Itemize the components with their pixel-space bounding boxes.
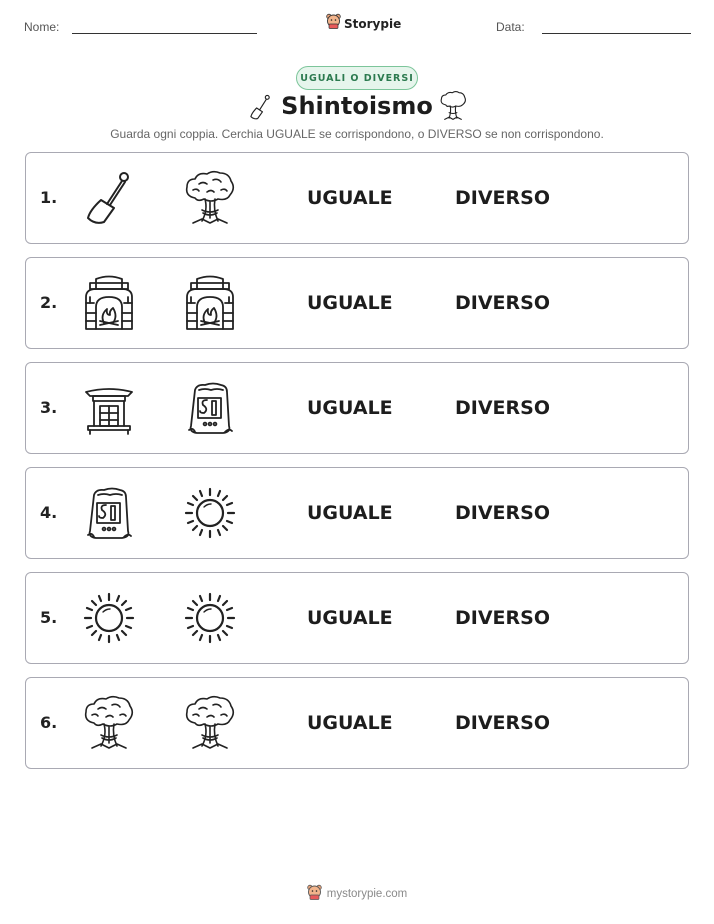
different-option[interactable]: DIVERSO: [455, 292, 550, 314]
row-number: 3.: [40, 398, 58, 417]
question-row: [25, 362, 689, 454]
page-title: Shintoismo: [281, 92, 433, 120]
same-option[interactable]: UGUALE: [307, 502, 393, 524]
sacred-tree-icon: [183, 170, 237, 226]
bear-logo-icon: [326, 13, 341, 34]
question-row: [25, 467, 689, 559]
sacred-tree-icon: [183, 695, 237, 751]
question-row: [25, 152, 689, 244]
sacred-tree-icon: [438, 90, 468, 122]
stone-tablet-icon: [183, 380, 237, 436]
footer-site-link[interactable]: mystorypie.com: [326, 887, 408, 900]
same-option[interactable]: UGUALE: [307, 292, 393, 314]
shrine-gate-icon: [82, 380, 136, 436]
sun-icon: [183, 485, 237, 541]
date-label: Data:: [496, 20, 525, 34]
same-option[interactable]: UGUALE: [307, 187, 393, 209]
same-option[interactable]: UGUALE: [307, 397, 393, 419]
storypie-logo: [326, 13, 401, 34]
brand-name: Storypie: [344, 16, 402, 31]
question-row: [25, 572, 689, 664]
different-option[interactable]: DIVERSO: [455, 607, 550, 629]
different-option[interactable]: DIVERSO: [455, 397, 550, 419]
sacred-tree-icon: [82, 695, 136, 751]
footer: [0, 884, 714, 903]
stone-tablet-icon: [82, 485, 136, 541]
same-option[interactable]: UGUALE: [307, 607, 393, 629]
different-option[interactable]: DIVERSO: [455, 712, 550, 734]
name-label: Nome:: [24, 20, 60, 34]
bear-logo-icon: [307, 884, 322, 903]
question-row: [25, 677, 689, 769]
same-option[interactable]: UGUALE: [307, 712, 393, 734]
sun-icon: [82, 590, 136, 646]
different-option[interactable]: DIVERSO: [455, 187, 550, 209]
shovel-icon: [82, 170, 136, 226]
question-row: [25, 257, 689, 349]
row-number: 5.: [40, 608, 58, 627]
name-line[interactable]: [72, 33, 257, 34]
instructions-text: Guarda ogni coppia. Cerchia UGUALE se corrispondono, o DIVERSO se non corrispondono.: [110, 127, 604, 141]
fireplace-icon: [183, 275, 237, 331]
row-number: 2.: [40, 293, 58, 312]
worksheet-type-badge: UGUALI O DIVERSI: [296, 66, 418, 90]
row-number: 1.: [40, 188, 58, 207]
date-line[interactable]: [542, 33, 691, 34]
fireplace-icon: [82, 275, 136, 331]
row-number: 4.: [40, 503, 58, 522]
sun-icon: [183, 590, 237, 646]
row-number: 6.: [40, 713, 58, 732]
different-option[interactable]: DIVERSO: [455, 502, 550, 524]
